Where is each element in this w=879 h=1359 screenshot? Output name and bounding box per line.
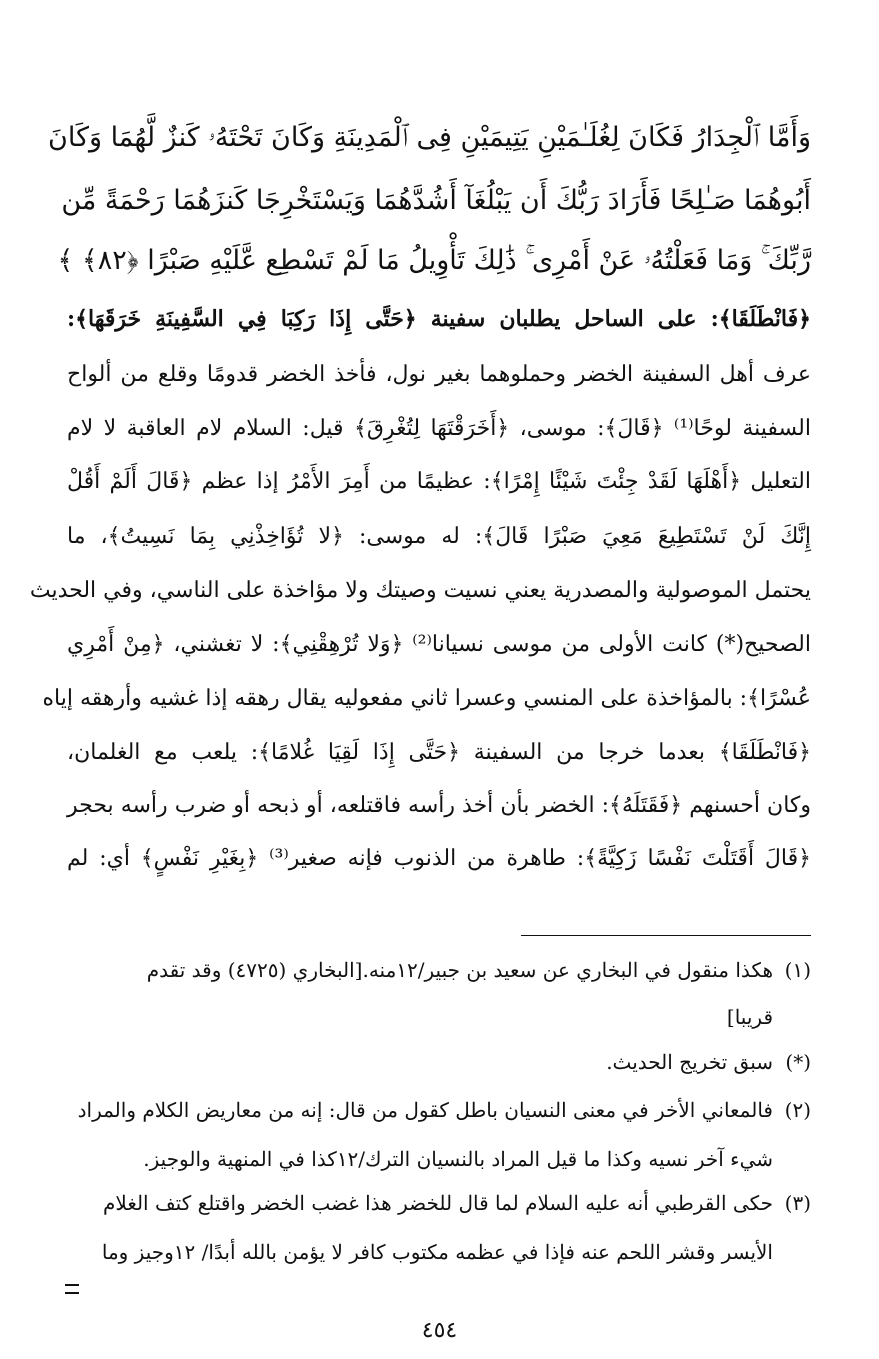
footnote-text: هكذا منقول في البخاري عن سعيد بن جبير/١٢منه.[البخاري (٤٧٢٥) وقد تقدم xyxy=(146,958,773,982)
footnote-1 xyxy=(67,960,811,980)
body-line-2: عرف أهل السفينة الخضر وحملوهما بغير نول، فأخذ الخضر قدومًا وقلع من ألواح xyxy=(67,362,811,387)
footnote-text: سبق تخريج الحديث. xyxy=(606,1050,773,1074)
footnote-3 xyxy=(67,1193,811,1213)
footnote-number: (١) xyxy=(784,958,811,982)
continuation-mark xyxy=(65,1284,79,1294)
body-line-9: ﴿فَانْطَلَقَا﴾ بعدما خرجا من السفينة ﴿حَتَّى إِذَا لَقِيَا غُلامًا﴾: يلعب مع الغلمان، xyxy=(67,740,811,765)
footnote-text: فالمعاني الأخر في معنى النسيان باطل كقول من قال: إنه من معاريض الكلام والمراد xyxy=(77,1098,773,1122)
footnote-number: (٣) xyxy=(784,1191,811,1215)
body-line-3: السفينة لوحًا⁽¹⁾ ﴿قَالَ﴾: موسى، ﴿أَخَرَقْتَهَا لِتُغْرِقَ﴾ قيل: السلام لام العاقبة لا لام xyxy=(67,416,811,441)
footnote-2-continuation: شيء آخر نسيه وكذا ما قيل المراد بالنسيان الترك/١٢كذا في المنهية والوجيز. xyxy=(143,1147,773,1171)
footnote-3-continuation: الأيسر وقشر اللحم عنه فإذا في عظمه مكتوب كافر لا يؤمن بالله أبدًا/ ١٢وجيز وما xyxy=(101,1240,773,1264)
footnote-2 xyxy=(67,1100,811,1120)
footnote-star xyxy=(67,1052,811,1072)
body-line-11: ﴿قَالَ أَقَتَلْتَ نَفْسًا زَكِيَّةً﴾: طاهرة من الذنوب فإنه صغير⁽³⁾ ﴿بِغَيْرِ نَفْسٍ﴾ أي: لم xyxy=(67,846,811,871)
verse-line-3: رَّبِّكَ ۚ وَمَا فَعَلْتُهُۥ عَنْ أَمْرِى ۚ ذَٰلِكَ تَأْوِيلُ مَا لَمْ تَسْطِع عَّلَيْهِ صَبْرًا ﴿٨٢﴾ ﴾ xyxy=(57,245,811,276)
body-line-6: يحتمل الموصولية والمصدرية يعني نسيت وصيتك ولا مؤاخذة على الناسي، وفي الحديث xyxy=(29,578,811,603)
footnote-text: حكى القرطبي أنه عليه السلام لما قال للخضر هذا غضب الخضر واقتلع كتف الغلام xyxy=(103,1191,773,1215)
verse-line-1: وَأَمَّا ٱلْجِدَارُ فَكَانَ لِغُلَـٰمَيْنِ يَتِيمَيْنِ فِى ٱلْمَدِينَةِ وَكَانَ تَحْتَهُۥ كَنزٌ لَّهُمَا وَكَانَ xyxy=(48,122,811,153)
body-line-10: وكان أحسنهم ﴿فَقَتَلَهُ﴾: الخضر بأن أخذ رأسه فاقتلعه، أو ذبحه أو ضرب رأسه بحجر xyxy=(67,793,811,818)
body-line-5: إِنَّكَ لَنْ تَسْتَطِيعَ مَعِيَ صَبْرًا قَالَ﴾: له موسى: ﴿لا تُؤَاخِذْنِي بِمَا نَسِيتُ﴾، ما xyxy=(67,524,811,549)
footnote-number: (*) xyxy=(785,1050,811,1074)
body-line-7: الصحيح(*) كانت الأولى من موسى نسيانا⁽²⁾ ﴿وَلا تُرْهِقْنِي﴾: لا تغشني، ﴿مِنْ أَمْرِي xyxy=(67,632,811,657)
page-number: ٤٥٤ xyxy=(421,1318,458,1343)
verse-line-2: أَبُوهُمَا صَـٰلِحًا فَأَرَادَ رَبُّكَ أَن يَبْلُغَآ أَشُدَّهُمَا وَيَسْتَخْرِجَا كَنزَهُمَا رَحْمَةً مِّن xyxy=(61,185,811,216)
footnote-separator xyxy=(521,935,811,936)
body-line-8: عُسْرًا﴾: بالمؤاخذة على المنسي وعسرا ثاني مفعوليه يقال رهقه إذا غشيه وأرهقه إياه xyxy=(42,686,811,711)
footnote-1-continuation: قريبا] xyxy=(726,1005,773,1029)
body-line-1: ﴿فَانْطَلَقَا﴾: على الساحل يطلبان سفينة ﴿حَتَّى إِذَا رَكِبَا فِي السَّفِينَةِ خَرَقَهَا﴾: xyxy=(67,306,811,332)
footnote-number: (٢) xyxy=(784,1098,811,1122)
body-line-4: التعليل ﴿أَهْلَهَا لَقَدْ جِئْتَ شَيْئًا إِمْرًا﴾: عظيمًا من أَمِرَ الأَمْرُ إذا عظم ﴿قَالَ أَلَمْ أَقُلْ xyxy=(67,469,811,494)
